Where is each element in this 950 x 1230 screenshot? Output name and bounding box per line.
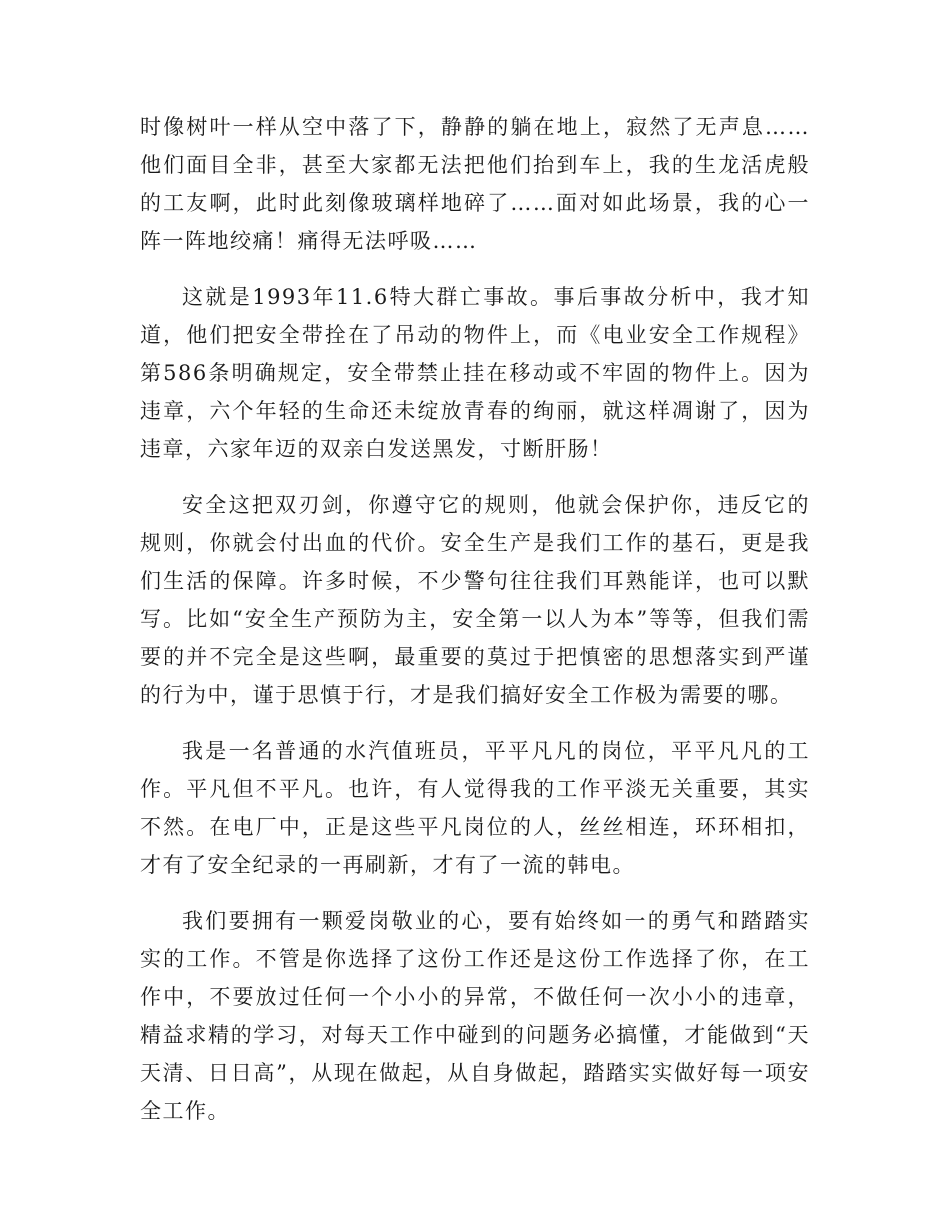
- paragraph-1: 时像树叶一样从空中落了下，静静的躺在地上，寂然了无声息……他们面目全非，甚至大家都无法把他们抬到车上，我的生龙活虎般的工友啊，此时此刻像玻璃样地碎了……面对如此场景，我的心一阵一阵地绞痛！痛得无法呼吸……: [140, 115, 810, 253]
- paragraph-4: 我是一名普通的水汽值班员，平平凡凡的岗位，平平凡凡的工作。平凡但不平凡。也许，有人觉得我的工作平淡无关重要，其实不然。在电厂中，正是这些平凡岗位的人，丝丝相连，环环相扣，才有了安全纪录的一再刷新，才有了一流的韩电。: [140, 739, 810, 877]
- document-body: [140, 108, 810, 1148]
- paragraph-2: 这就是1993年11.6特大群亡事故。事后事故分析中，我才知道，他们把安全带拴在了吊动的物件上，而《电业安全工作规程》第586条明确规定，安全带禁止挂在移动或不牢固的物件上。因为违章，六个年轻的生命还未绽放青春的绚丽，就这样凋谢了，因为违章，六家年迈的双亲白发送黑发，寸断肝肠！: [140, 285, 810, 461]
- paragraph-5: 我们要拥有一颗爱岗敬业的心，要有始终如一的勇气和踏踏实实的工作。不管是你选择了这份工作还是这份工作选择了你，在工作中，不要放过任何一个小小的异常，不做任何一次小小的违章，精益求精的学习，对每天工作中碰到的问题务必搞懂，才能做到“天天清、日日高”，从现在做起，从自身做起，踏踏实实做好每一项安全工作。: [140, 909, 810, 1123]
- paragraph-3: 安全这把双刃剑，你遵守它的规则，他就会保护你，违反它的规则，你就会付出血的代价。安全生产是我们工作的基石，更是我们生活的保障。许多时候，不少警句往往我们耳熟能详，也可以默写。比如“安全生产预防为主，安全第一以人为本”等等，但我们需要的并不完全是这些啊，最重要的莫过于把慎密的思想落实到严谨的行为中，谨于思慎于行，才是我们搞好安全工作极为需要的哪。: [140, 493, 810, 707]
